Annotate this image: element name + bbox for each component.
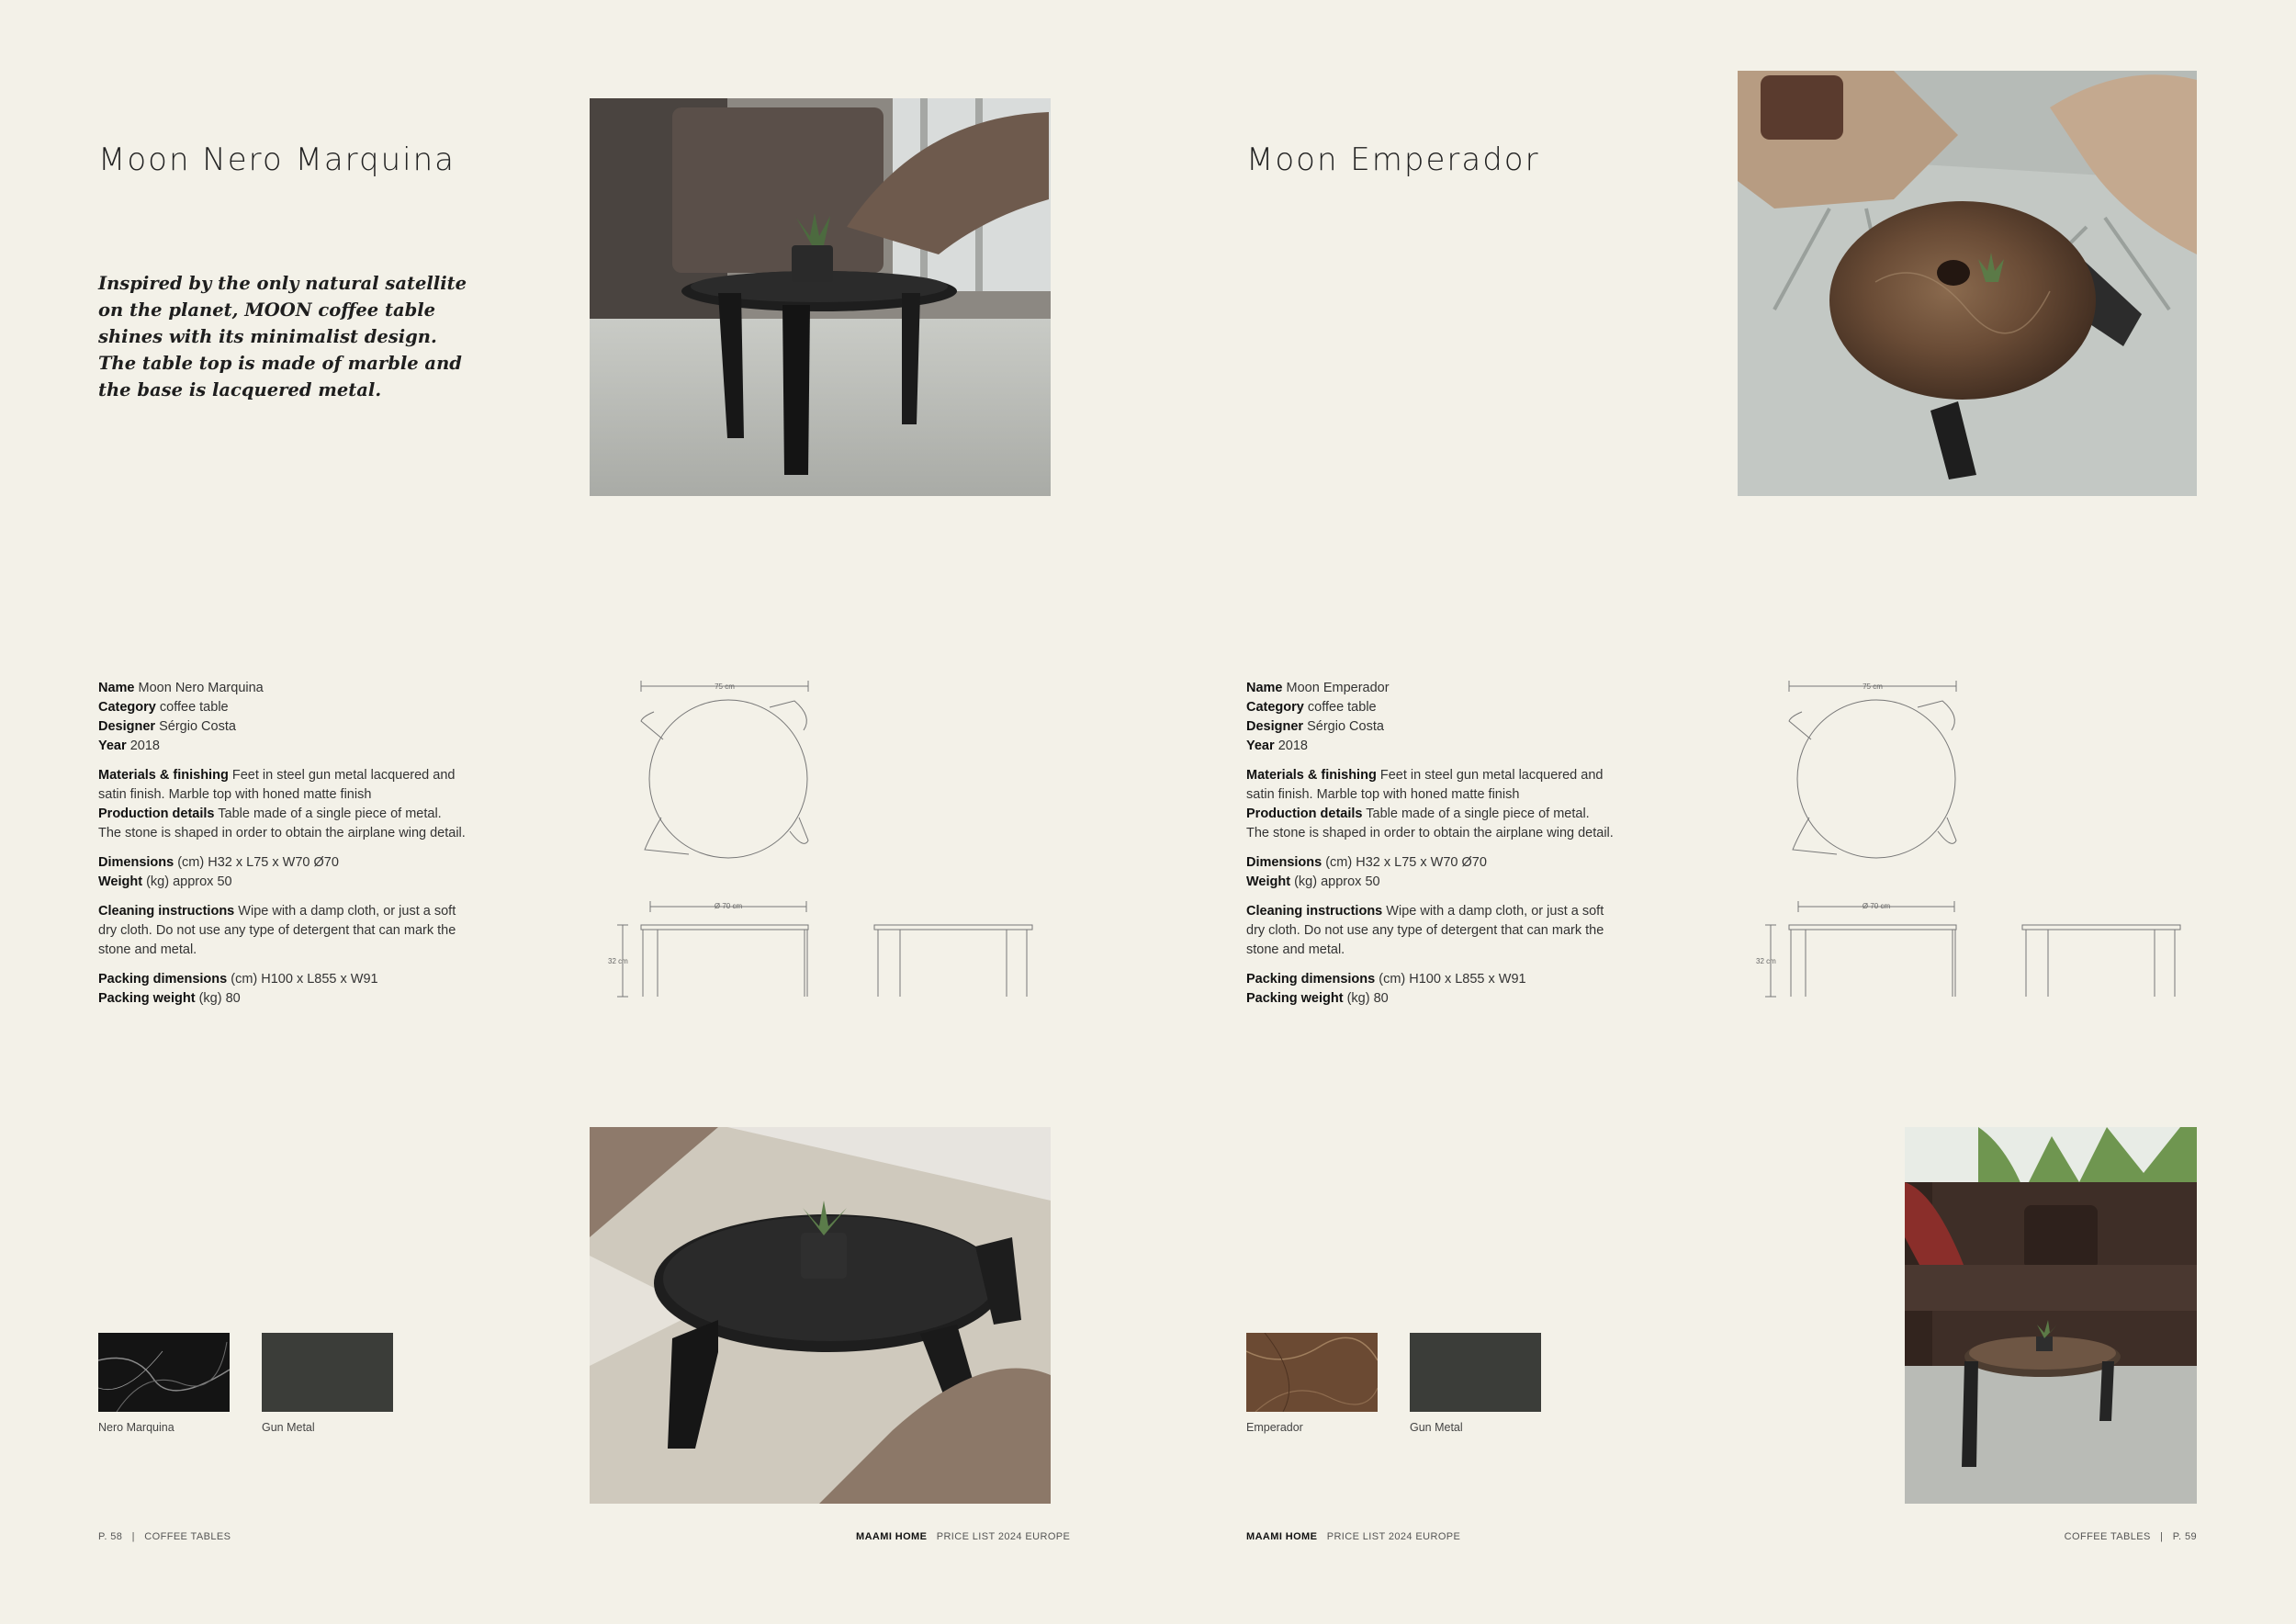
swatch-gun-metal bbox=[262, 1333, 393, 1412]
spec-name: Moon Nero Marquina bbox=[138, 681, 264, 695]
spec-label: Weight bbox=[1246, 874, 1291, 889]
spec-label: Materials & finishing bbox=[1246, 768, 1377, 783]
right-footer-brand bbox=[1246, 1531, 1460, 1542]
spec-cleaning: Wipe with a damp cloth, or just a soft dry cloth. Do not use any type of detergent that can mark the stone and metal. bbox=[98, 904, 456, 957]
drawing-top-width-label: 75 cm bbox=[715, 682, 735, 691]
drawing-diameter-label: Ø 70 cm bbox=[714, 902, 743, 910]
right-bottom-photo bbox=[1905, 1127, 2197, 1504]
spec-weight: (kg) approx 50 bbox=[1294, 874, 1380, 889]
spec-packing-weight: (kg) 80 bbox=[198, 991, 241, 1006]
left-footer-brand bbox=[856, 1531, 1071, 1542]
spec-label: Packing dimensions bbox=[98, 972, 228, 987]
spec-label: Year bbox=[1246, 739, 1275, 753]
spec-weight: (kg) approx 50 bbox=[146, 874, 232, 889]
right-specs bbox=[1246, 679, 1614, 1019]
spec-production: Table made of a single piece of metal. The stone is shaped in order to obtain the airplane wing detail. bbox=[98, 806, 466, 840]
spec-category: coffee table bbox=[1307, 700, 1377, 715]
spec-label: Year bbox=[98, 739, 127, 753]
left-top-photo bbox=[590, 98, 1051, 496]
swatch-nero-marquina bbox=[98, 1333, 230, 1412]
drawing-height-label: 32 cm bbox=[608, 957, 628, 965]
brand-name: MAAMI HOME bbox=[856, 1531, 928, 1542]
left-technical-drawing bbox=[606, 675, 1047, 1006]
spec-cleaning: Wipe with a damp cloth, or just a soft dry cloth. Do not use any type of detergent that can mark the stone and metal. bbox=[1246, 904, 1604, 957]
spec-label: Name bbox=[98, 681, 135, 695]
spec-label: Cleaning instructions bbox=[1246, 904, 1383, 919]
spec-packing-weight: (kg) 80 bbox=[1346, 991, 1389, 1006]
spec-label: Category bbox=[98, 700, 156, 715]
drawing-height-label: 32 cm bbox=[1756, 957, 1776, 965]
swatch-emperador bbox=[1246, 1333, 1378, 1412]
spec-label: Designer bbox=[1246, 719, 1304, 734]
page-number: P. 59 bbox=[2172, 1531, 2197, 1542]
left-bottom-photo bbox=[590, 1127, 1051, 1504]
swatch-label: Gun Metal bbox=[262, 1421, 315, 1434]
swatch-label: Nero Marquina bbox=[98, 1421, 174, 1434]
brand-name: MAAMI HOME bbox=[1246, 1531, 1318, 1542]
catalog-name: PRICE LIST 2024 EUROPE bbox=[936, 1531, 1071, 1542]
spec-dimensions: (cm) H32 x L75 x W70 Ø70 bbox=[177, 855, 339, 870]
spec-designer: Sérgio Costa bbox=[1307, 719, 1384, 734]
spec-label: Dimensions bbox=[98, 855, 174, 870]
spec-label: Materials & finishing bbox=[98, 768, 229, 783]
spec-label: Packing dimensions bbox=[1246, 972, 1376, 987]
drawing-diameter-label: Ø 70 cm bbox=[1862, 902, 1891, 910]
spec-dimensions: (cm) H32 x L75 x W70 Ø70 bbox=[1325, 855, 1487, 870]
spec-label: Weight bbox=[98, 874, 143, 889]
left-specs bbox=[98, 679, 466, 1019]
catalog-name: PRICE LIST 2024 EUROPE bbox=[1326, 1531, 1461, 1542]
swatch-label: Emperador bbox=[1246, 1421, 1303, 1434]
swatch-gun-metal bbox=[1410, 1333, 1541, 1412]
section-name: COFFEE TABLES bbox=[144, 1531, 231, 1542]
spec-label: Dimensions bbox=[1246, 855, 1322, 870]
spec-label: Production details bbox=[98, 806, 215, 821]
right-top-photo bbox=[1738, 71, 2197, 496]
left-intro-text: Inspired by the only natural satellite on the planet, MOON coffee table shines with its minimalist design. The table top is made of marble and the base is lacquered metal. bbox=[98, 273, 467, 400]
right-product-title: Moon Emperador bbox=[1246, 141, 1540, 178]
spec-name: Moon Emperador bbox=[1286, 681, 1390, 695]
drawing-top-width-label: 75 cm bbox=[1863, 682, 1883, 691]
swatch-label: Gun Metal bbox=[1410, 1421, 1463, 1434]
spec-label: Packing weight bbox=[1246, 991, 1344, 1006]
section-name: COFFEE TABLES bbox=[2064, 1531, 2151, 1542]
spec-designer: Sérgio Costa bbox=[159, 719, 236, 734]
spec-label: Cleaning instructions bbox=[98, 904, 235, 919]
right-technical-drawing bbox=[1754, 675, 2195, 1006]
spec-label: Name bbox=[1246, 681, 1283, 695]
spec-category: coffee table bbox=[159, 700, 229, 715]
spec-label: Category bbox=[1246, 700, 1304, 715]
spec-production: Table made of a single piece of metal. The stone is shaped in order to obtain the airplane wing detail. bbox=[1246, 806, 1614, 840]
page-number: P. 58 bbox=[98, 1531, 123, 1542]
spec-materials: Feet in steel gun metal lacquered and satin finish. Marble top with honed matte finish bbox=[1246, 768, 1604, 802]
spec-year: 2018 bbox=[129, 739, 160, 753]
spec-label: Packing weight bbox=[98, 991, 196, 1006]
left-product-title: Moon Nero Marquina bbox=[98, 141, 456, 178]
spec-materials: Feet in steel gun metal lacquered and satin finish. Marble top with honed matte finish bbox=[98, 768, 456, 802]
spec-packing-dimensions: (cm) H100 x L855 x W91 bbox=[1379, 972, 1526, 987]
spec-year: 2018 bbox=[1277, 739, 1308, 753]
left-footer-page: P. 58 | COFFEE TABLES bbox=[98, 1531, 231, 1542]
right-footer-page: COFFEE TABLES | P. 59 bbox=[2064, 1531, 2197, 1542]
spec-packing-dimensions: (cm) H100 x L855 x W91 bbox=[231, 972, 378, 987]
spec-label: Designer bbox=[98, 719, 156, 734]
spec-label: Production details bbox=[1246, 806, 1363, 821]
